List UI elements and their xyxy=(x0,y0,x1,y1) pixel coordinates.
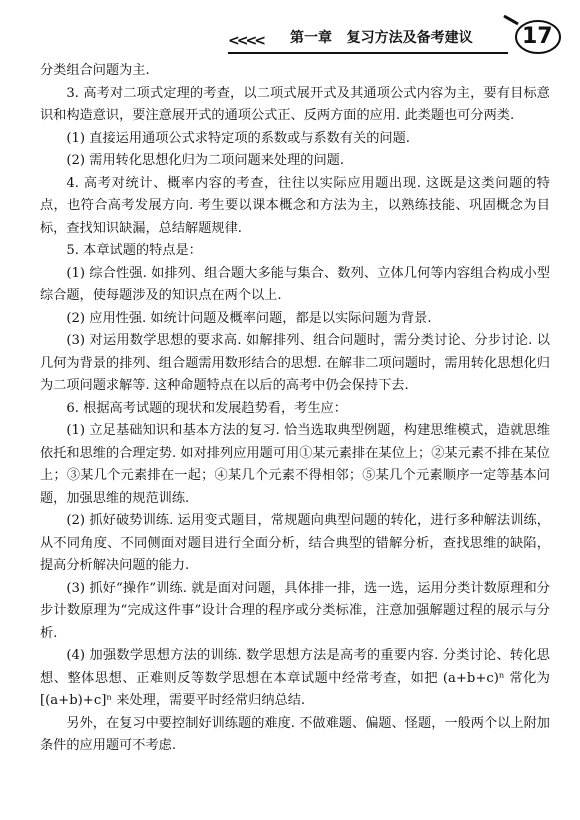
header-rule xyxy=(228,52,508,54)
chapter-title xyxy=(290,27,473,47)
paragraph: (2) 应用性强. 如统计问题及概率问题，都是以实际问题为背景. xyxy=(66,310,432,326)
paragraph: (1) 综合性强. 如排列、组合题大多能与集合、数列、立体几何等内容组合构成小型综合题，使每题涉及的知识点在两个以上. xyxy=(40,265,550,303)
paragraph: 6. 根据高考试题的现状和发展趋势看，考生应： xyxy=(66,400,347,416)
paragraph: 3. 高考对二项式定理的考查，以二项式展开式及其通项公式内容为主，要有目标意识和构造意识，要注意展开式的通项公式正、反两方面的应用. 此类题也可分两类. xyxy=(40,85,550,123)
paragraph: 分类组合问题为主. xyxy=(40,63,150,78)
paragraph: (2) 抓好破势训练. 运用变式题目，常规题向典型问题的转化，进行多种解法训练，从不同角度、不同侧面对题目进行全面分析，结合典型的错解分析，查找思维的缺陷，提高分析解决问题的能力. xyxy=(40,513,550,573)
paragraph: (4) 加强数学思想方法的训练. 数学思想方法是高考的重要内容. 分类讨论、转化思想、整体思想、正难则反等数学思想在本章试题中经常考查，如把 (a+b+c)ⁿ 常化为[(a+b)+c]ⁿ 来处理，需要平时经常归纳总结. xyxy=(40,648,550,708)
body-text xyxy=(40,60,550,758)
paragraph: 4. 高考对统计、概率内容的考查，往往以实际应用题出现. 这既是这类问题的特点，也符合高考发展方向. 考生要以课本概念和方法为主，以熟练技能、巩固概念为目标，查找知识缺漏，总结解题规律. xyxy=(40,175,550,236)
chapter-label: 第一章 xyxy=(290,30,332,46)
page-number: 17 xyxy=(522,24,553,49)
paragraph: (3) 抓好“操作”训练. 就是面对问题，具体排一排，选一选，运用分类计数原理和分步计数原理为“完成这件事”设计合理的程序或分类标准，注意加强解题过程的展示与分析. xyxy=(40,580,550,641)
chapter-name: 复习方法及备考建议 xyxy=(346,30,473,46)
paragraph: (1) 立足基础知识和基本方法的复习. 恰当选取典型例题，构建思维模式，造就思维依托和思维的合理定势. 如对排列应用题可用①某元素排在某位上；②某元素不排在某位上；③某几个元素排在一起；④某几个元素不得相邻；⑤某几个元素顺序一定等基本问题，加强思维的规范训练. xyxy=(40,423,550,506)
paragraph: (1) 直接运用通项公式求特定项的系数或与系数有关的问题. xyxy=(66,130,410,146)
page-header xyxy=(40,14,560,54)
paragraph: (2) 需用转化思想化归为二项问题来处理的问题. xyxy=(66,153,345,168)
chevron-decoration-icon: <<<< xyxy=(228,33,263,49)
paragraph: 5. 本章试题的特点是： xyxy=(66,243,202,258)
paragraph: (3) 对运用数学思想的要求高. 如解排列、组合问题时，需分类讨论、分步讨论. 以几何为背景的排列、组合题需用数形结合的思想. 在解非二项问题时，需用转化思想化归为二项问题求解等. 这种命题特点在以后的高考中仍会保持下去. xyxy=(40,333,550,393)
paragraph: 另外，在复习中要控制好训练题的难度. 不做难题、偏题、怪题，一般两个以上附加条件的应用题可不考虑. xyxy=(40,715,550,753)
